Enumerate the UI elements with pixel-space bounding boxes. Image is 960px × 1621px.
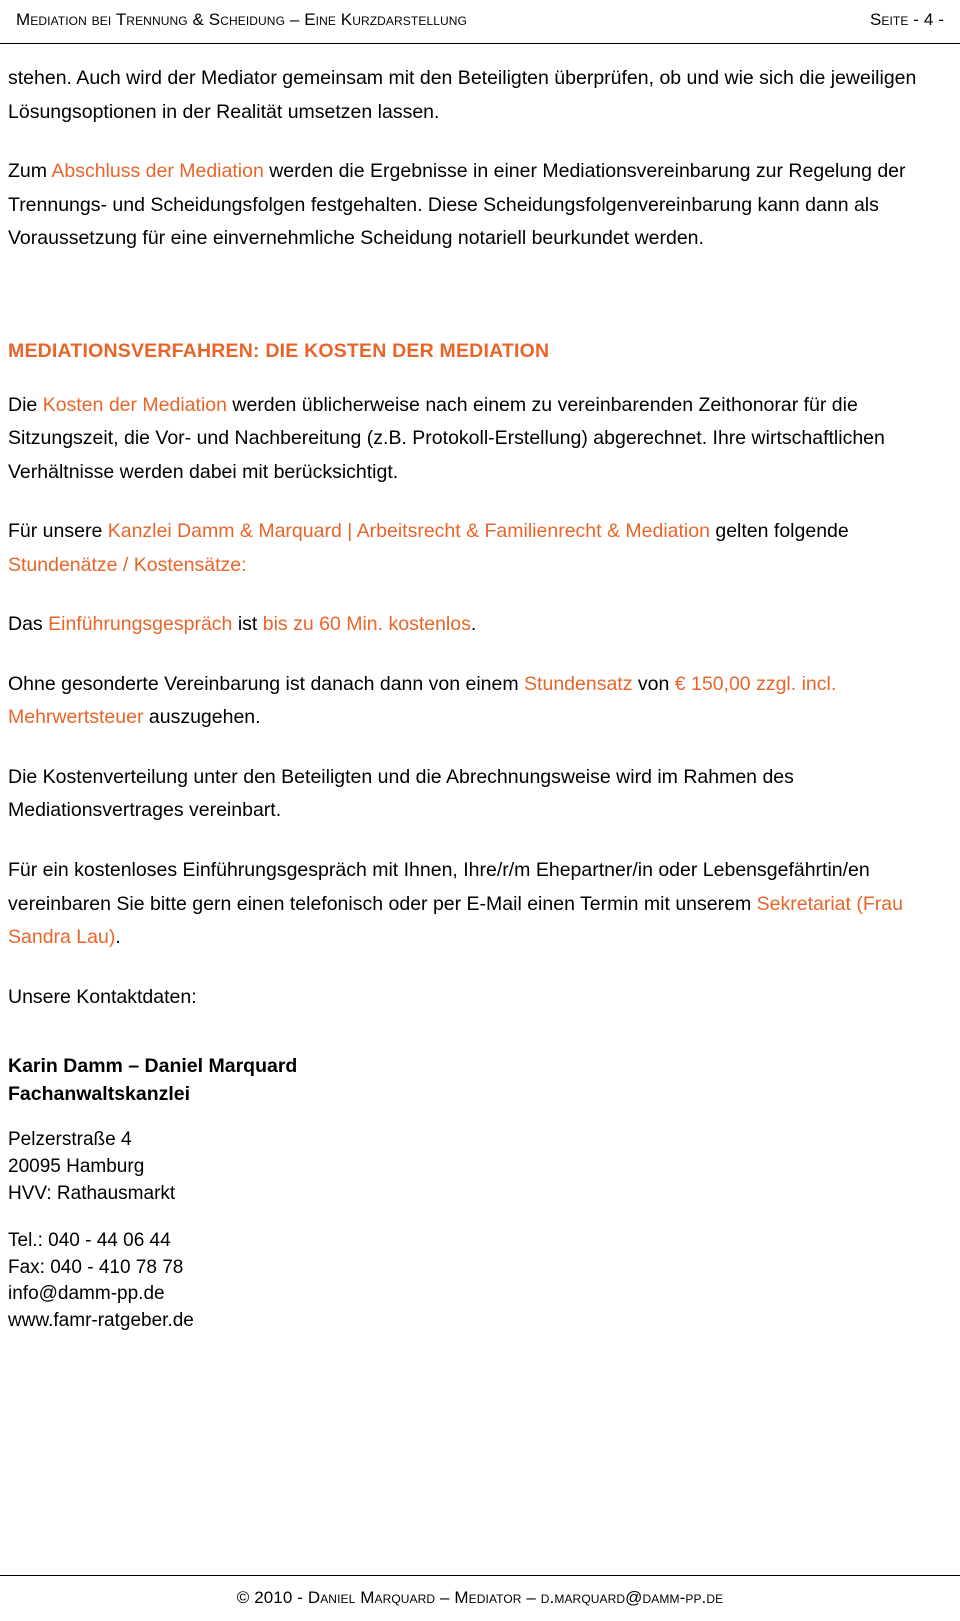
highlight-abschluss-der-mediation: Abschluss der Mediation <box>51 160 264 183</box>
paragraph-kosten <box>8 389 928 490</box>
contact-fax: Fax: 040 - 410 78 78 <box>8 1256 184 1278</box>
contact-website[interactable]: www.famr-ratgeber.de <box>8 1310 194 1332</box>
header-page-number: Seite - 4 - <box>869 10 944 29</box>
header-title: Mediation bei Trennung & Scheidung – Eine Kurzdarstellung <box>16 10 467 29</box>
text-run: Die <box>8 393 43 416</box>
paragraph-einfuehrungsgespraech <box>8 608 928 642</box>
text-run: . <box>115 926 121 949</box>
vertical-spacer-2 <box>8 1034 928 1052</box>
contact-address <box>8 1127 928 1208</box>
paragraph-kanzlei <box>8 515 928 582</box>
text-run: Zum <box>8 160 52 183</box>
page-footer <box>0 1575 960 1621</box>
page-header-inner <box>16 10 944 30</box>
text-run: werden üblicherweise nach einem zu vereinbarenden Zeithonorar für die Sitzungszeit, die Vor- und Nachbereitung (z.B. Protokoll-Erstellung) abgerechnet. Ihre wirtschaftlichen Verhältnisse werden dabei mit berücksichtigt. <box>8 393 885 483</box>
paragraph-kontaktdaten-intro: Unsere Kontaktdaten: <box>8 985 197 1008</box>
contact-email[interactable]: info@damm-pp.de <box>8 1283 165 1305</box>
paragraph-kostenverteilung: Die Kostenverteilung unter den Beteiligten und die Abrechnungsweise wird im Rahmen des Mediationsvertrages vereinbart. <box>8 765 794 822</box>
text-run: auszugehen. <box>143 706 261 729</box>
text-run: Auch wird der Mediator gemeinsam mit den Beteiligten überprüfen, ob und wie sich die jeweiligen Lösungsoptionen in der Realität umsetzen lassen. <box>8 67 917 123</box>
contact-phone: Tel.: 040 - 44 06 44 <box>8 1229 171 1251</box>
paragraph-stundensatz <box>8 668 928 735</box>
highlight-kosten-der-mediation: Kosten der Mediation <box>42 393 227 416</box>
contact-name-line1: Karin Damm – Daniel Marquard <box>8 1055 298 1078</box>
contact-street: Pelzerstraße 4 <box>8 1128 132 1150</box>
highlight-kostenlos: bis zu 60 Min. kostenlos <box>262 613 471 636</box>
highlight-stundensaetze: Stundenätze / Kostensätze: <box>8 553 247 576</box>
text-run: werden die Ergebnisse in einer Mediationsvereinbarung zur Regelung der Trennungs- und Scheidungsfolgen festgehalten. Diese Scheidungsfolgenvereinbarung kann dann als Voraussetzung für eine einvernehmliche Scheidung notariell beurkundet werden. <box>8 160 906 250</box>
highlight-preis: € 150,00 zzgl. incl. Mehrwertsteuer <box>8 672 837 729</box>
paragraph-continuation <box>8 62 928 129</box>
vertical-spacer <box>8 282 928 300</box>
contact-city: 20095 Hamburg <box>8 1155 145 1177</box>
contact-communication <box>8 1228 928 1336</box>
text-run: Ohne gesonderte Vereinbarung ist danach dann von einem <box>8 672 525 695</box>
text-run: von <box>632 672 675 695</box>
text-run: Das <box>8 613 49 636</box>
contact-name-line2: Fachanwaltskanzlei <box>8 1083 191 1106</box>
text-run: . <box>470 613 477 636</box>
highlight-einfuehrungsgespraech: Einführungsgespräch <box>48 613 233 636</box>
highlight-kanzlei-name: Kanzlei Damm & Marquard | Arbeitsrecht & Familienrecht & Mediation <box>107 520 710 543</box>
text-run: Für unsere <box>8 520 108 543</box>
footer-copyright: © 2010 - Daniel Marquard – Mediator – d.marquard@damm-pp.de <box>236 1588 724 1607</box>
contact-transit: HVV: Rathausmarkt <box>8 1182 176 1204</box>
paragraph-termin <box>8 854 928 955</box>
text-run: ist <box>232 613 263 636</box>
highlight-stundensatz: Stundensatz <box>524 672 633 695</box>
paragraph-abschluss <box>8 155 928 256</box>
section-heading-kosten: MEDIATIONSVERFAHREN: DIE KOSTEN DER MEDIATION <box>8 339 550 362</box>
document-body <box>8 62 928 1355</box>
text-run: stehen. <box>8 67 72 89</box>
contact-name <box>8 1052 928 1109</box>
text-run: gelten folgende <box>709 520 849 543</box>
highlight-sekretariat: Sekretariat (Frau Sandra Lau) <box>8 892 903 949</box>
page-header <box>0 0 960 44</box>
text-run: Für ein kostenloses Einführungsgespräch mit Ihnen, Ihre/r/m Ehepartner/in oder Lebensgefährtin/en vereinbaren Sie bitte gern einen telefonisch oder per E-Mail einen Termin mit unserem <box>8 858 870 915</box>
